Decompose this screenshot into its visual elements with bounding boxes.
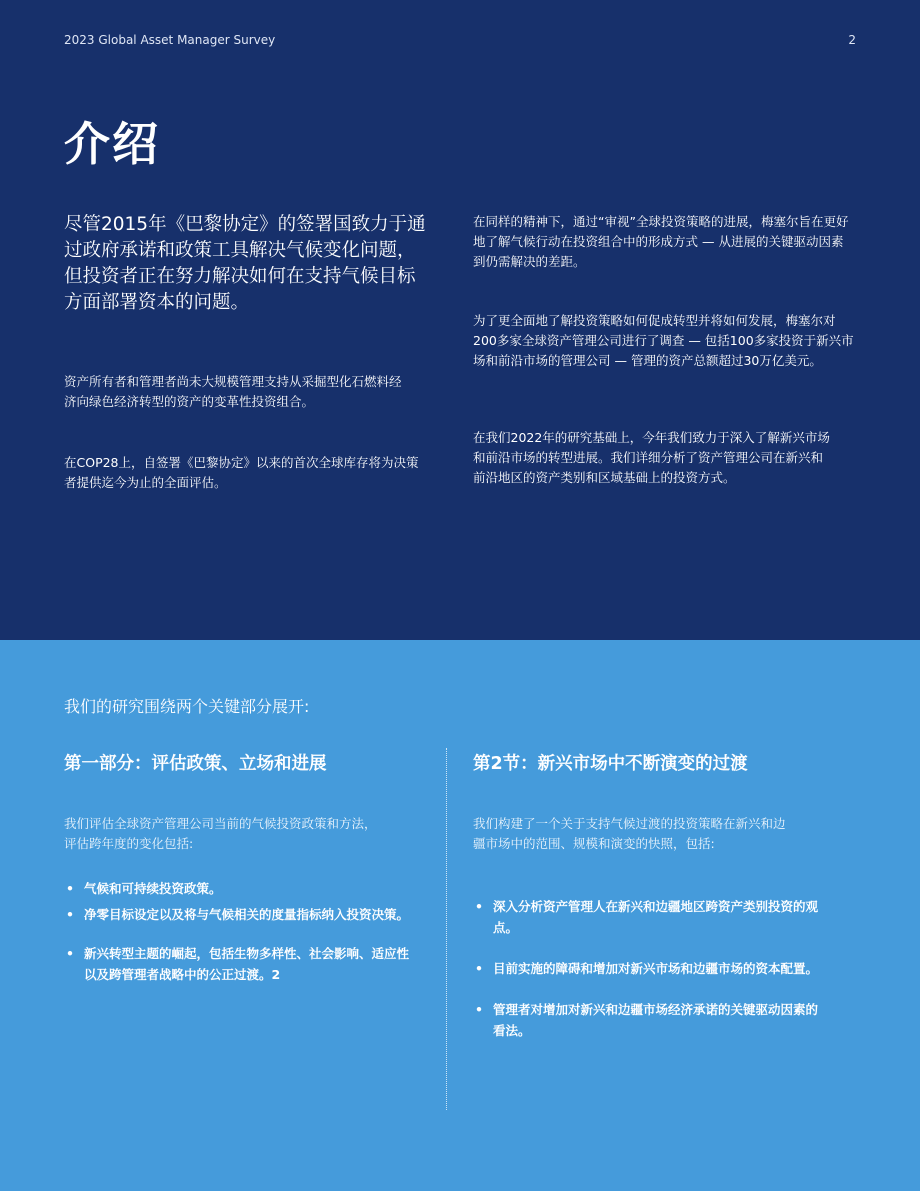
bullet-icon: • [66, 881, 74, 896]
page-title: 介绍 [64, 117, 160, 171]
intro-paragraph: 在COP28上，自签署《巴黎协定》以来的首次全球库存将为决策者提供迄今为止的全面评估。 [64, 455, 419, 490]
research-intro-line: 我们的研究围绕两个关键部分展开: [64, 697, 310, 716]
bullet-icon: • [66, 907, 74, 922]
bullet-text: 气候和可持续投资政策。 [84, 881, 222, 896]
part2-description: 我们构建了一个关于支持气候过渡的投资策略在新兴和边疆市场中的范围、规模和演变的快照，包括: [473, 816, 786, 851]
part2-bullet-list [473, 896, 829, 1041]
document-title: 2023 Global Asset Manager Survey [64, 33, 276, 47]
page-number: 2 [848, 33, 856, 47]
bullet-text: 深入分析资产管理人在新兴和边疆地区跨资产类别投资的观点。 [493, 899, 819, 935]
bullet-icon: • [66, 946, 74, 961]
bullet-icon: • [475, 1002, 483, 1017]
bullet-text: 净零目标设定以及将与气候相关的度量指标纳入投资决策。 [84, 907, 410, 922]
intro-paragraph: 在我们2022年的研究基础上，今年我们致力于深入了解新兴市场和前沿市场的转型进展。我们详细分析了资产管理公司在新兴和前沿地区的资产类别和区域基础上的投资方式。 [473, 430, 830, 485]
list-item [64, 904, 416, 925]
bullet-text: 新兴转型主题的崛起，包括生物多样性、社会影响、适应性以及跨管理者战略中的公正过渡。2 [84, 946, 410, 982]
bullet-icon: • [475, 899, 483, 914]
bullet-text: 管理者对增加对新兴和边疆市场经济承诺的关键驱动因素的看法。 [493, 1002, 819, 1038]
lead-paragraph: 尽管2015年《巴黎协定》的签署国致力于通过政府承诺和政策工具解决气候变化问题，但投资者正在努力解决如何在支持气候目标方面部署资本的问题。 [64, 214, 426, 313]
intro-paragraph: 在同样的精神下，通过“审视”全球投资策略的进展，梅塞尔旨在更好地了解气候行动在投资组合中的形成方式 — 从进展的关键驱动因素到仍需解决的差距。 [473, 214, 849, 269]
bullet-text: 目前实施的障碍和增加对新兴市场和边疆市场的资本配置。 [493, 961, 819, 976]
list-item [473, 999, 829, 1041]
part1-description: 我们评估全球资产管理公司当前的气候投资政策和方法，评估跨年度的变化包括: [64, 816, 377, 851]
intro-paragraph: 为了更全面地了解投资策略如何促成转型并将如何发展，梅塞尔对200多家全球资产管理公司进行了调查 — 包括100多家投资于新兴市场和前沿市场的管理公司 — 管理的资产总额超过30万亿美元。 [473, 313, 854, 368]
part1-heading: 第一部分：评估政策、立场和进展 [64, 754, 327, 774]
list-item [473, 958, 829, 979]
intro-paragraph: 资产所有者和管理者尚未大规模管理支持从采掘型化石燃料经济向绿色经济转型的资产的变革性投资组合。 [64, 374, 402, 409]
list-item [473, 896, 829, 938]
part1-bullet-list [64, 878, 416, 985]
column-divider [446, 748, 447, 1110]
part2-heading: 第2节：新兴市场中不断演变的过渡 [473, 754, 748, 774]
list-item [64, 878, 416, 899]
list-item [64, 943, 416, 985]
bullet-icon: • [475, 961, 483, 976]
